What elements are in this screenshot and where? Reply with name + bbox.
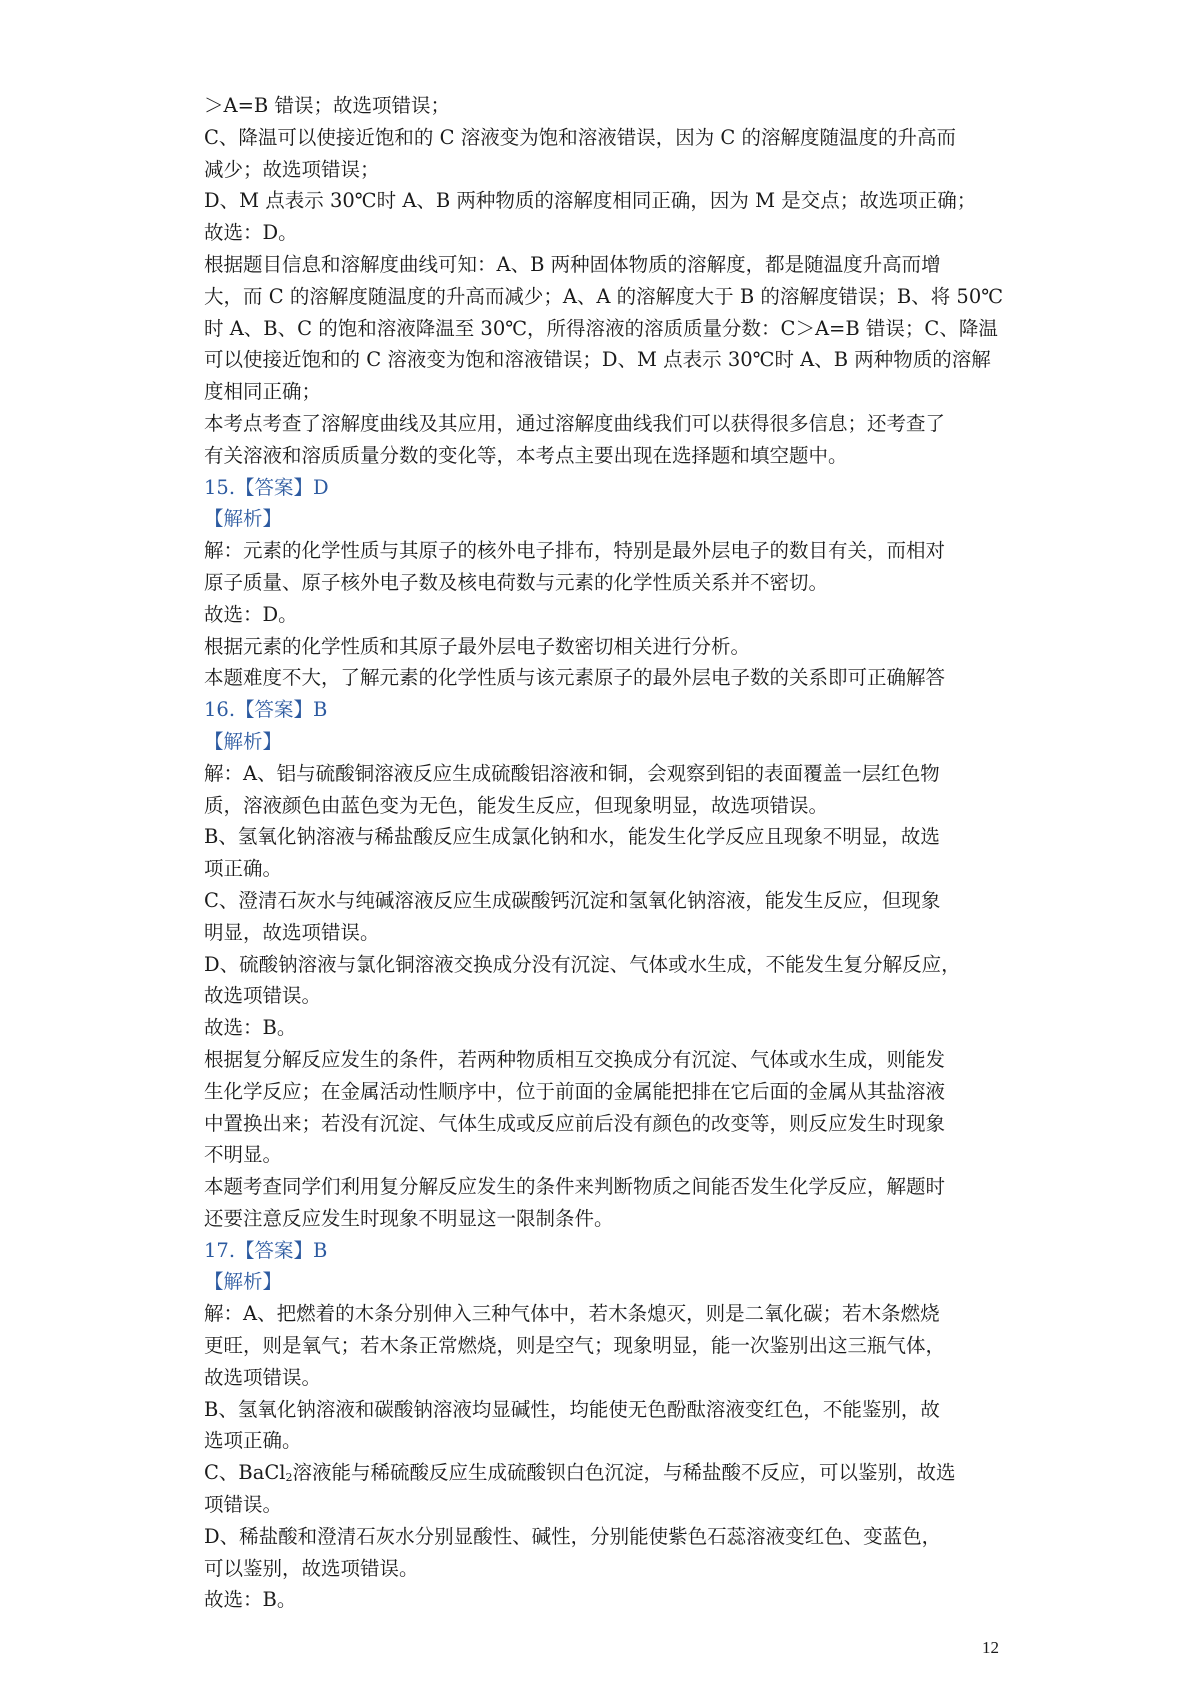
text-line: 可以鉴别，故选项错误。 — [204, 1556, 419, 1580]
answer-heading-15: 15.【答案】D — [204, 475, 329, 499]
text-line: 本题考查同学们利用复分解反应发生的条件来判断物质之间能否发生化学反应，解题时 — [204, 1175, 946, 1199]
text-line: 根据元素的化学性质和其原子最外层电子数密切相关进行分析。 — [204, 634, 751, 658]
text-line: 解：A、把燃着的木条分别伸入三种气体中，若木条熄灭，则是二氧化碳；若木条燃烧 — [204, 1302, 940, 1326]
text-line: 质，溶液颜色由蓝色变为无色，能发生反应，但现象明显，故选项错误。 — [204, 793, 829, 817]
text-line: 时 A、B、C 的饱和溶液降温至 30℃，所得溶液的溶质质量分数：C＞A=B 错误；C、降温 — [204, 316, 998, 340]
text-line: 大，而 C 的溶解度随温度的升高而减少；A、A 的溶解度大于 B 的溶解度错误；B、将 50℃ — [204, 284, 1004, 308]
text-line: 生化学反应；在金属活动性顺序中，位于前面的金属能把排在它后面的金属从其盐溶液 — [204, 1079, 946, 1103]
text-line: 还要注意反应发生时现象不明显这一限制条件。 — [204, 1206, 614, 1230]
text-line: 故选项错误。 — [204, 1365, 322, 1389]
text-line: 减少；故选项错误； — [204, 157, 380, 181]
text-line: 本题难度不大，了解元素的化学性质与该元素原子的最外层电子数的关系即可正确解答 — [204, 666, 946, 690]
text-line: 中置换出来；若没有沉淀、气体生成或反应前后没有颜色的改变等，则反应发生时现象 — [204, 1111, 946, 1135]
text-line: 故选：B。 — [204, 1016, 297, 1040]
analysis-heading-15: 【解析】 — [204, 507, 283, 531]
text-line: B、氢氧化钠溶液与稀盐酸反应生成氯化钠和水，能发生化学反应且现象不明显，故选 — [204, 825, 940, 849]
text-line: 度相同正确； — [204, 380, 322, 404]
analysis-heading-17: 【解析】 — [204, 1270, 283, 1294]
text-line: 故选：D。 — [204, 221, 298, 245]
answer-heading-16: 16.【答案】B — [204, 698, 328, 722]
text-line: 根据题目信息和溶解度曲线可知：A、B 两种固体物质的溶解度，都是随温度升高而增 — [204, 252, 941, 276]
text-line: 明显，故选项错误。 — [204, 920, 380, 944]
text-line: D、硫酸钠溶液与氯化铜溶液交换成分没有沉淀、气体或水生成，不能发生复分解反应， — [204, 952, 961, 976]
text-line: 不明显。 — [204, 1143, 283, 1167]
text-line: 故选项错误。 — [204, 984, 322, 1008]
analysis-heading-16: 【解析】 — [204, 729, 283, 753]
text-line: 有关溶液和溶质质量分数的变化等，本考点主要出现在选择题和填空题中。 — [204, 443, 848, 467]
text-line: C、澄清石灰水与纯碱溶液反应生成碳酸钙沉淀和氢氧化钠溶液，能发生反应，但现象 — [204, 888, 941, 912]
text-line: 原子质量、原子核外电子数及核电荷数与元素的化学性质关系并不密切。 — [204, 570, 829, 594]
text-line: 解：A、铝与硫酸铜溶液反应生成硫酸铝溶液和铜，会观察到铝的表面覆盖一层红色物 — [204, 761, 940, 785]
text-line: 故选：B。 — [204, 1588, 297, 1612]
text-line: D、稀盐酸和澄清石灰水分别显酸性、碱性，分别能使紫色石蕊溶液变红色、变蓝色， — [204, 1524, 942, 1548]
text-line: ＞A=B 错误；故选项错误； — [204, 94, 450, 117]
text-line: D、M 点表示 30℃时 A、B 两种物质的溶解度相同正确，因为 M 是交点；故选项正确； — [204, 189, 977, 213]
text-line: 根据复分解反应发生的条件，若两种物质相互交换成分有沉淀、气体或水生成，则能发 — [204, 1047, 946, 1071]
page-number: 12 — [982, 1638, 999, 1657]
text-line-bacl2 — [204, 1457, 1004, 1489]
answer-heading-17: 17.【答案】B — [204, 1238, 328, 1262]
text-line: 解：元素的化学性质与其原子的核外电子排布，特别是最外层电子的数目有关，而相对 — [204, 539, 946, 563]
text-line: B、氢氧化钠溶液和碳酸钠溶液均显碱性，均能使无色酚酞溶液变红色，不能鉴别，故 — [204, 1397, 940, 1421]
text-line: 故选：D。 — [204, 602, 298, 626]
document-body — [204, 90, 1004, 1620]
subscript-2: 2 — [285, 1471, 293, 1485]
bacl2-text: 溶液能与稀硫酸反应生成硫酸钡白色沉淀，与稀盐酸不反应，可以鉴别，故选 — [292, 1461, 956, 1485]
text-line: 选项正确。 — [204, 1429, 302, 1453]
text-line: 项错误。 — [204, 1493, 283, 1517]
text-line: 可以使接近饱和的 C 溶液变为饱和溶液错误；D、M 点表示 30℃时 A、B 两种物质的溶解 — [204, 348, 991, 372]
text-line: 更旺，则是氧气；若木条正常燃烧，则是空气；现象明显，能一次鉴别出这三瓶气体， — [204, 1334, 946, 1358]
text-line: 项正确。 — [204, 857, 283, 881]
bacl2-formula: C、BaCl — [204, 1461, 286, 1485]
text-line: C、降温可以使接近饱和的 C 溶液变为饱和溶液错误，因为 C 的溶解度随温度的升高而 — [204, 125, 957, 149]
text-line: 本考点考查了溶解度曲线及其应用，通过溶解度曲线我们可以获得很多信息；还考查了 — [204, 411, 946, 435]
